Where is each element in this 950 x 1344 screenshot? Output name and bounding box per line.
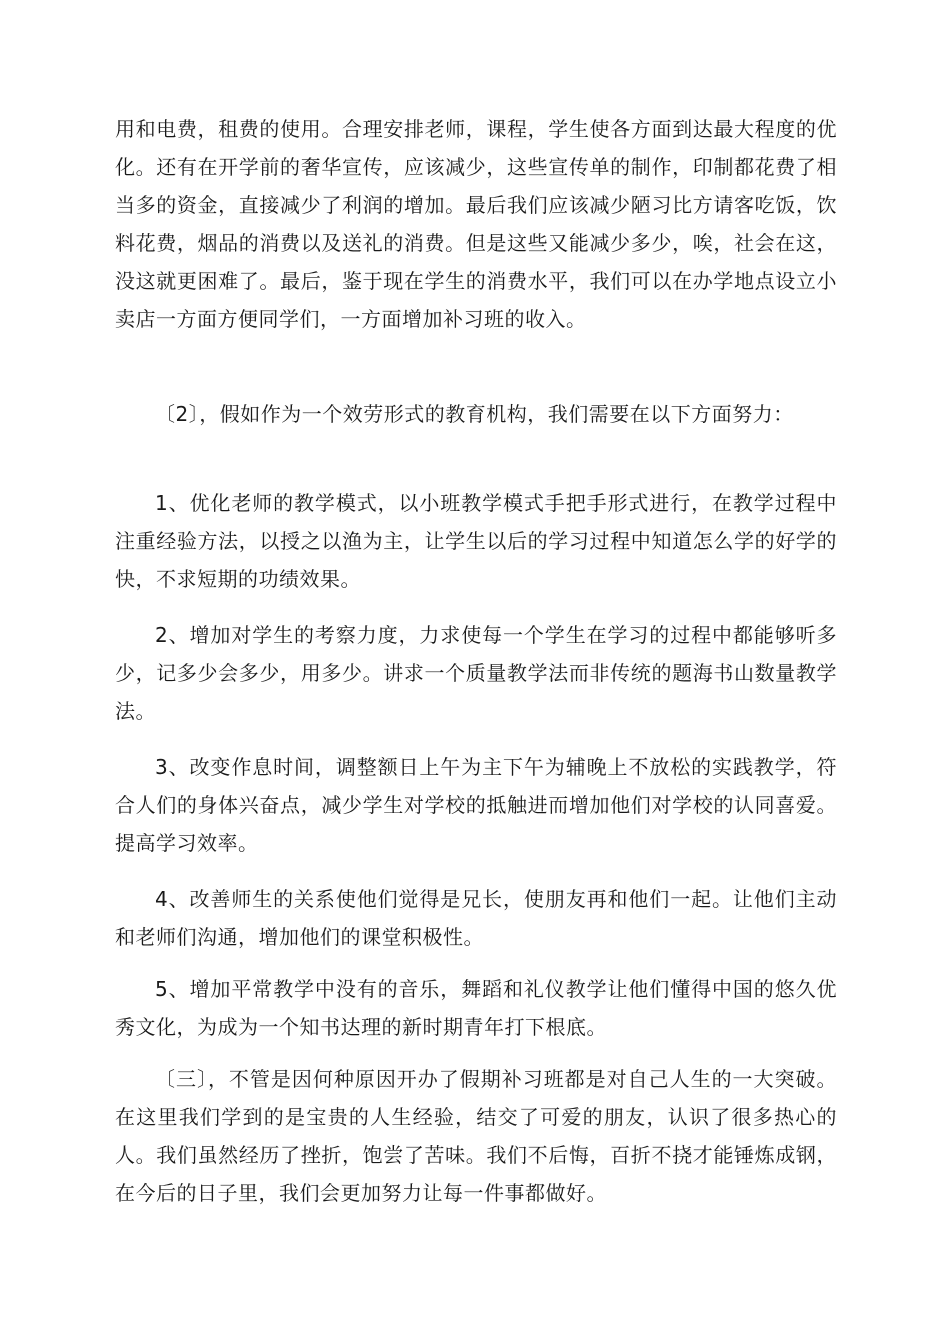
paragraph-item-2: 2、增加对学生的考察力度，力求使每一个学生在学习的过程中都能够听多少，记多少会多少，用多少。讲求一个质量教学法而非传统的题海书山数量教学法。 [115,623,837,723]
paragraph-item-5: 5、增加平常教学中没有的音乐，舞蹈和礼仪教学让他们懂得中国的悠久优秀文化，为成为一个知书达理的新时期青年打下根底。 [115,977,837,1039]
paragraph-service-section-intro: 〔2〕，假如作为一个效劳形式的教育机构，我们需要在以下方面努力： [155,402,794,426]
paragraph-costs-continued: 用和电费，租费的使用。合理安排老师，课程，学生使各方面到达最大程度的优化。还有在开学前的奢华宣传，应该减少，这些宣传单的制作，印制都花费了相当多的资金，直接减少了利润的增加。最后我们应该减少陋习比方请客吃饭，饮料花费，烟品的消费以及送礼的消费。但是这些又能减少多少，唉，社会在这，没这就更困难了。最后，鉴于现在学生的消费水平，我们可以在办学地点设立小卖店一方面方便同学们，一方面增加补习班的收入。 [115,117,837,331]
paragraph-item-4: 4、改善师生的关系使他们觉得是兄长，使朋友再和他们一起。让他们主动和老师们沟通，增加他们的课堂积极性。 [115,887,837,949]
paragraph-conclusion: 〔三〕，不管是因何种原因开办了假期补习班都是对自己人生的一大突破。在这里我们学到的是宝贵的人生经验，结交了可爱的朋友，认识了很多热心的人。我们虽然经历了挫折，饱尝了苦味。我们不后悔，百折不挠才能锤炼成钢，在今后的日子里，我们会更加努力让每一件事都做好。 [115,1067,837,1205]
paragraph-item-1: 1、优化老师的教学模式，以小班教学模式手把手形式进行，在教学过程中注重经验方法，以授之以渔为主，让学生以后的学习过程中知道怎么学的好学的快，不求短期的功绩效果。 [115,491,837,591]
paragraph-item-3: 3、改变作息时间，调整额日上午为主下午为辅晚上不放松的实践教学，符合人们的身体兴奋点，减少学生对学校的抵触进而增加他们对学校的认同喜爱。提高学习效率。 [115,755,837,855]
